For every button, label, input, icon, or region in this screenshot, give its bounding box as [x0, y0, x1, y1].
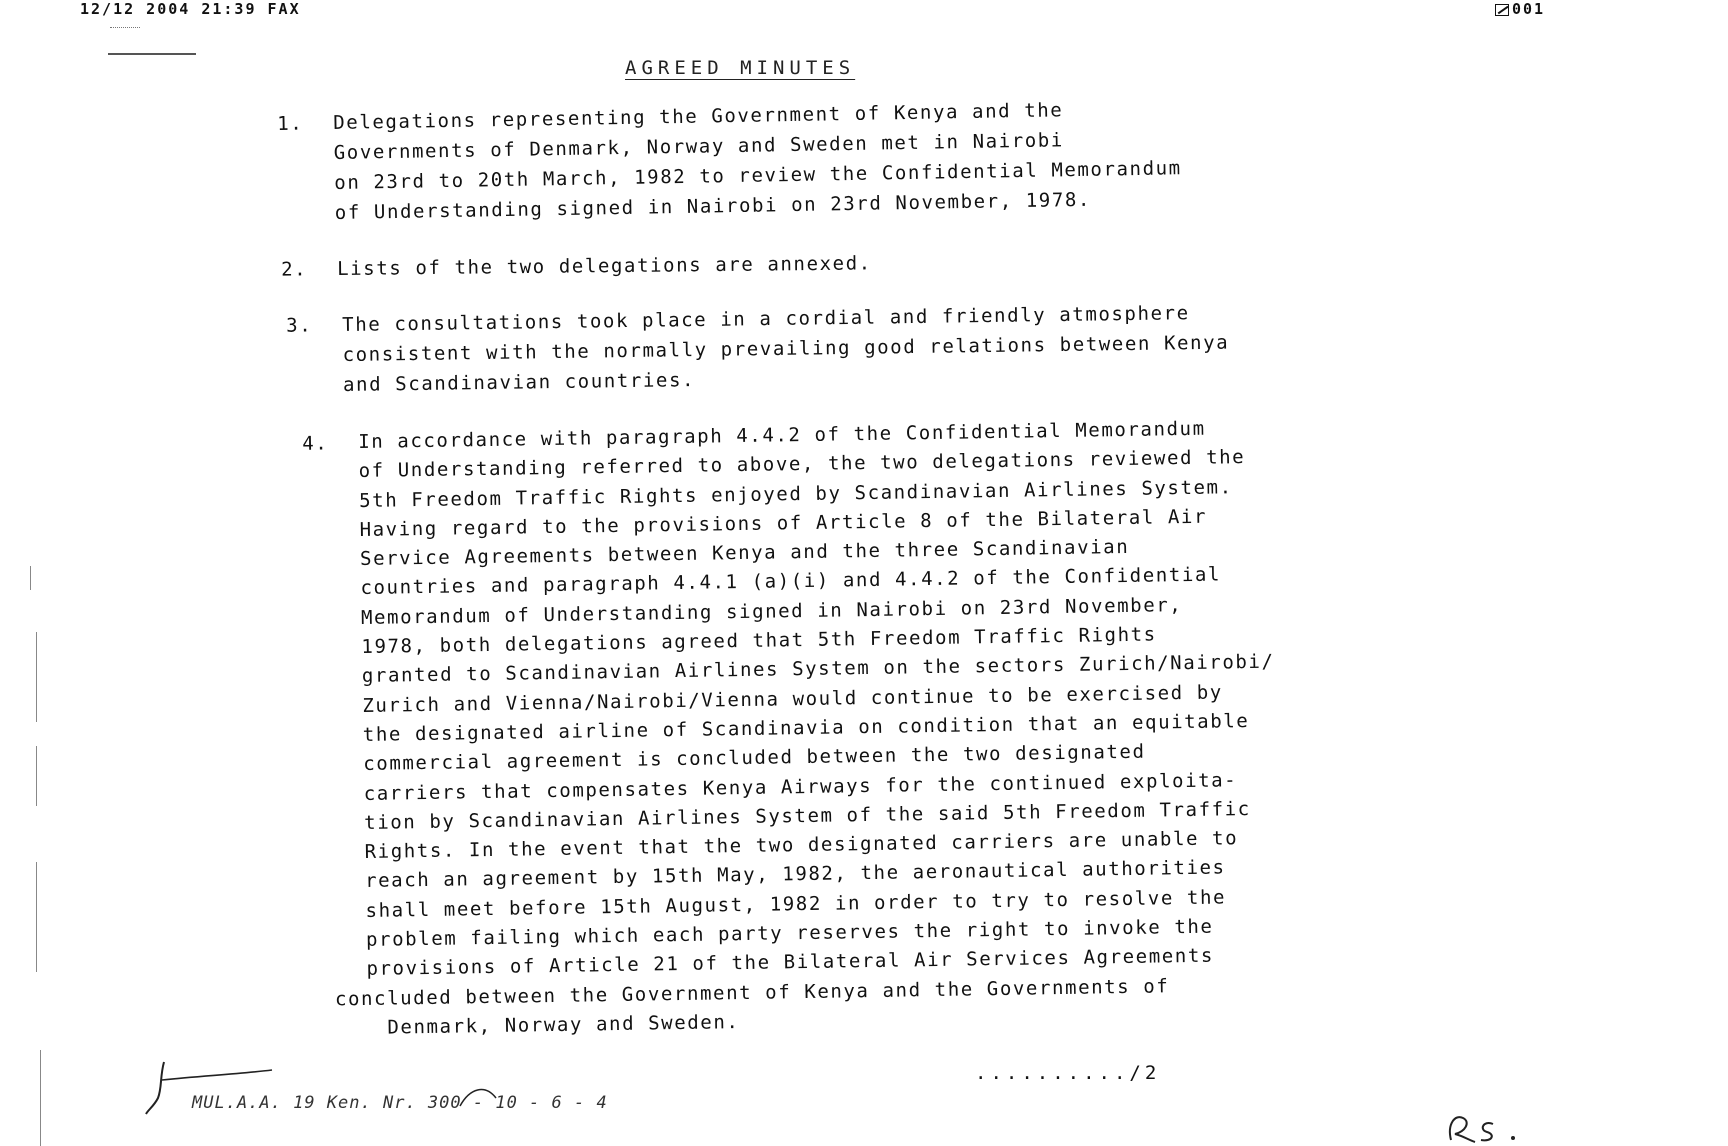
paragraph-line: Rights. In the event that the two designated carriers are unable to: [364, 827, 1239, 864]
scan-margin-mark: [36, 746, 37, 806]
scan-margin-mark: [36, 632, 37, 722]
paragraph-line: Service Agreements between Kenya and the three Scandinavian: [359, 536, 1130, 571]
paragraph-number: 1.: [277, 112, 304, 135]
scan-margin-mark: [30, 566, 31, 590]
paragraph-line: carriers that compensates Kenya Airways for the continued exploita-: [363, 768, 1238, 805]
paragraph-line: Delegations representing the Government of Kenya and the: [333, 99, 1064, 134]
paragraph-line: of Understanding referred to above, the two delegations reviewed the: [358, 446, 1246, 483]
paragraph-line: The consultations took place in a cordial and friendly atmosphere: [342, 302, 1190, 336]
scan-smudge: [110, 27, 140, 30]
paragraph-line: problem failing which each party reserves the right to invoke the: [365, 915, 1214, 951]
paragraph-line: countries and paragraph 4.4.1 (a)(i) and 4.4.2 of the Confidential: [360, 563, 1222, 600]
paragraph-line: concluded between the Government of Kenya and the Governments of: [334, 974, 1170, 1011]
paragraph-line: and Scandinavian countries.: [342, 369, 696, 396]
paragraph-line: commercial agreement is concluded between the two designated: [363, 740, 1146, 776]
fax-page-icon: [1495, 4, 1509, 16]
fax-header-right: [1495, 0, 1545, 18]
paragraph-number: 3.: [286, 314, 313, 337]
paragraph-line: 1978, both delegations agreed that 5th Freedom Traffic Rights: [361, 623, 1157, 659]
paragraph-1: [277, 93, 1183, 228]
fax-page-number: 001: [1512, 0, 1546, 18]
paragraph-line: of Understanding signed in Nairobi on 23rd November, 1978.: [334, 188, 1092, 224]
paragraph-line: granted to Scandinavian Airlines System on the sectors Zurich/Nairobi/: [361, 651, 1275, 688]
paragraph-line: Having regard to the provisions of Article 8 of the Bilateral Air: [359, 505, 1208, 541]
paragraph-line: Memorandum of Understanding signed in Nairobi on 23rd November,: [360, 593, 1183, 629]
paragraph-line: Zurich and Vienna/Nairobi/Vienna would continue to be exercised by: [362, 681, 1224, 717]
paragraph-line: tion by Scandinavian Airlines System of the said 5th Freedom Traffic: [364, 797, 1251, 834]
paragraph-2: [281, 248, 872, 284]
paragraph-number: 4.: [302, 432, 329, 455]
paragraph-line: Lists of the two delegations are annexed.: [337, 252, 872, 280]
paragraph-line: the designated airline of Scandinavia on condition that an equitable: [362, 710, 1250, 746]
continuation-marker: ........../2: [975, 1062, 1161, 1084]
scan-margin-mark: [40, 1050, 41, 1146]
fax-header-left: 12/12 2004 21:39 FAX: [80, 0, 301, 18]
initials-signature: [1445, 1110, 1535, 1146]
paragraph-line: In accordance with paragraph 4.4.2 of the Confidential Memorandum: [358, 417, 1206, 453]
paragraph-line: reach an agreement by 15th May, 1982, the aeronautical authorities: [364, 856, 1226, 893]
paragraph-line: consistent with the normally prevailing good relations between Kenya: [342, 331, 1230, 366]
scan-margin-mark: [36, 862, 37, 972]
handwritten-text: MUL.A.A. 19 Ken. Nr. 300 - 10 - 6 - 4: [192, 1093, 608, 1113]
handwritten-reference: [140, 1058, 980, 1118]
paragraph-line: provisions of Article 21 of the Bilateral Air Services Agreements: [366, 944, 1215, 981]
paragraph-line: 5th Freedom Traffic Rights enjoyed by Scandinavian Airlines System.: [358, 475, 1233, 512]
paragraph-line: on 23rd to 20th March, 1982 to review the Confidential Memorandum: [334, 157, 1182, 194]
scan-smudge: [108, 53, 196, 55]
paragraph-4: [302, 414, 1280, 1043]
paragraph-line: Denmark, Norway and Sweden.: [387, 1011, 740, 1039]
paragraph-3: [286, 298, 1230, 400]
paragraph-line: Governments of Denmark, Norway and Sweden met in Nairobi: [333, 129, 1065, 164]
paragraph-line: shall meet before 15th August, 1982 in order to try to resolve the: [365, 886, 1227, 922]
document-title: AGREED MINUTES: [625, 57, 856, 79]
paragraph-number: 2.: [281, 258, 308, 281]
